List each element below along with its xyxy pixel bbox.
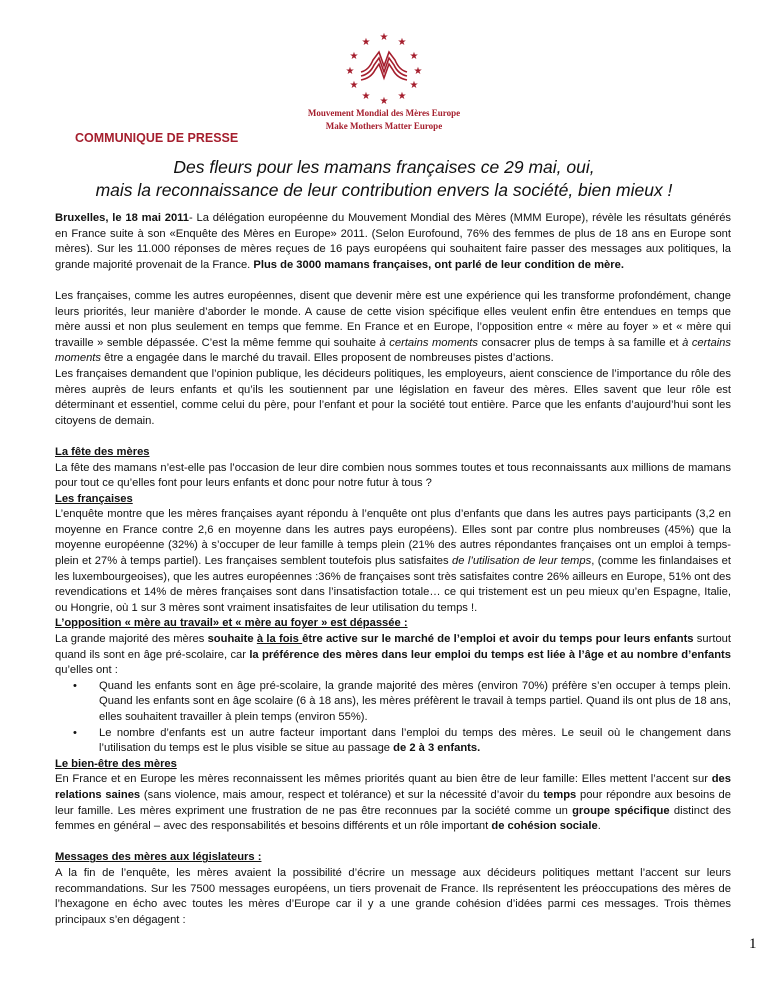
mmm-stars-m-logo-icon — [339, 30, 429, 106]
heading-opposition: L’opposition « mère au travail» et « mère au foyer » est dépassée : — [55, 617, 408, 630]
paragraph-bien-etre: En France et en Europe les mères reconnaissent les mêmes priorités quant au bien être de leur famille: Elles mettent l’accent sur des relations saines (sans violence, mais amour, respect et tolérance) et sur la nécessité d’avoir du temps pour répondre aux besoins de leur famille. Les mères expriment une frustration de ne pas être reconnues par la société comme un groupe spécifique distinct des femmes en général – avec des responsabilités et besoins différents et un rôle important de cohésion sociale. — [55, 773, 732, 833]
star-ring — [346, 32, 423, 106]
list-item: • Le nombre d’enfants est un autre facteur important dans l’emploi du temps des mères. Le seuil où le changement dans l’utilisation du temps est le plus visible se situe au passage de 2 à 3 enfants. — [99, 726, 731, 757]
paragraph-fete: La fête des mamans n’est-elle pas l’occasion de leur dire combien nous sommes toutes et tous reconnaissants aux millions de mamans pour tout ce qu’elles font pour leurs enfants et donc pour notre futur à tous ? — [55, 461, 731, 490]
paragraph-opposition: La grande majorité des mères souhaite à la fois être active sur le marché de l’emploi et avoir du temps pour leurs enfants surtout quand ils sont en âge pré-scolaire, car la préférence des mères dans leur emploi du temps est liée à l’âge et au nombre d’enfants qu’elles ont : — [55, 633, 732, 677]
title-line-2: mais la reconnaissance de leur contribution envers la société, bien mieux ! — [95, 180, 673, 200]
svg-text:★: ★ — [397, 37, 407, 48]
org-name-en: Make Mothers Matter Europe — [325, 121, 443, 131]
document-title — [40, 156, 728, 202]
document-body — [55, 211, 731, 928]
org-name-fr: Mouvement Mondial des Mères Europe — [307, 108, 461, 118]
title-line-1: Des fleurs pour les mamans françaises ce 29 mai, oui, — [173, 157, 595, 177]
intro-paragraph: Bruxelles, le 18 mai 2011- La délégation européenne du Mouvement Mondial des Mères (MMM Europe), révèle les résultats générés en France suite à son «Enquête des Mères en Europe» 2011. (Selon Eurofound, 76% des femmes de plus de 18 ans en Europe sont mères). Sur les 11.000 réponses de mères reçues de 16 pays européens qui souhaitent faire passer des messages aux politiques, la grande majorité provenait de la France. Plus de 3000 mamans françaises, ont parlé de leur condition de mère. — [55, 212, 732, 271]
heading-bien-etre: Le bien-être des mères — [55, 757, 177, 770]
svg-text:★: ★ — [413, 66, 423, 77]
paragraph-francaises: L’enquête montre que les mères françaises ayant répondu à l’enquête ont plus d’enfants que dans les autres pays participants (3,2 en moyenne en France contre 2,6 en moyenne dans les autres pays européens). Elles sont par contre plus nombreuses (45%) que la moyenne européenne (32%) à s’occuper de leur famille à temps plein (21% des autres répondantes françaises ont un emploi à temps-plein et 27% à temps partiel). Les françaises semblent toutefois plus satisfaites de l’utilisation de leur temps, (comme les finlandaises et les luxembourgeoises), que les autres européennes :36% de françaises sont très satisfaites contre 26% ailleurs en Europe, 51% ont des revendications et 14% de mères françaises sont dans l’insatisfaction totale… ce qui tristement est un peu mieux qu’en Espagne, Italie, ou Hongrie, où 1 sur 3 mères sont vraiment insatisfaites de leur utilisation du temps !. — [55, 508, 731, 614]
page-number: 1 — [749, 936, 757, 952]
dateline: Bruxelles, le 18 mai 2011 — [55, 212, 190, 224]
svg-text:★: ★ — [349, 80, 359, 91]
heading-messages: Messages des mères aux législateurs : — [55, 851, 262, 864]
svg-text:★: ★ — [409, 51, 419, 62]
press-release-label: COMMUNIQUE DE PRESSE — [75, 131, 239, 145]
svg-text:★: ★ — [379, 96, 389, 106]
svg-text:★: ★ — [345, 66, 355, 77]
heading-les-francaises: Les françaises — [55, 492, 133, 505]
paragraph-messages: A la fin de l’enquête, les mères avaient la possibilité d’écrire un message aux décideurs politiques mettant l’accent sur leurs recommandations. Sur les 7500 messages européens, un tiers provenait de France. Ils représentent les préoccupations des mères de l’hexagone en écho avec toutes les mères d’Europe car il y a une grande cohésion d’idées parmi ces messages. Trois thèmes principaux s’en dégagent : — [55, 866, 731, 926]
organization-logo — [0, 30, 768, 132]
svg-text:★: ★ — [397, 91, 407, 102]
svg-text:★: ★ — [361, 37, 371, 48]
svg-text:★: ★ — [409, 80, 419, 91]
svg-text:★: ★ — [349, 51, 359, 62]
bullet-list — [55, 679, 731, 757]
svg-text:★: ★ — [361, 91, 371, 102]
svg-text:★: ★ — [379, 32, 389, 43]
paragraph-transformation: Les françaises, comme les autres européennes, disent que devenir mère est une expérience qui les transforme profondément, change leurs priorités, leur manière d’aborder le monde. A cause de cette vision spécifique elles veulent enfin être entendues en temps que mère aussi et non plus seulement en temps que femme. En France et en Europe, l’opposition entre « mère au foyer » et « mère qui travaille » semble dépassée. C’est la même femme qui souhaite à certains moments consacrer plus de temps à sa famille et à certains moments être a engagée dans le marché du travail. Elles proposent de nombreuses pistes d’actions. — [55, 289, 731, 365]
paragraph-demands: Les françaises demandent que l’opinion publique, les décideurs politiques, les employeurs, aient conscience de l’importance du rôle des mères auprès de leurs enfants et qu’ils les soutiennent par une législation en faveur des mères. Elles savent que leur rôle est déterminant et essentiel, comme celui du père, pour l’enfant et pour la société tout entière. Parce que les enfants d’aujourd’hui sont les citoyens de demain. — [55, 367, 731, 427]
heading-fete-des-meres: La fête des mères — [55, 445, 150, 458]
list-item: • Quand les enfants sont en âge pré-scolaire, la grande majorité des mères (environ 70%) préfère s’en occuper à temps plein. Quand les enfants sont en âge scolaire (6 à 18 ans), les mères préfèrent le travail à temps partiel. Quand ils ont plus de 18 ans, elles souhaitent travailler à plein temps (environ 55%). — [99, 679, 731, 726]
